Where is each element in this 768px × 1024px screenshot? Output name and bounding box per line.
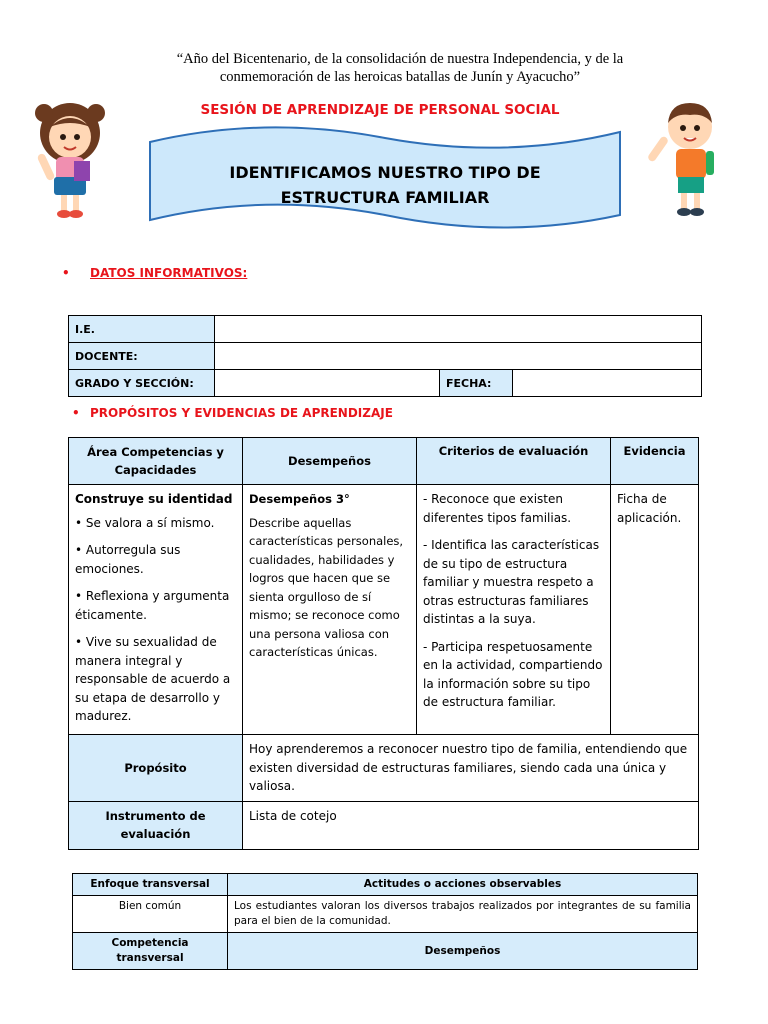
criterio-item: - Identifica las características de su tipo de estructura familiar y muestra respeto a otras estructuras familiares distintas a la suya. (423, 538, 600, 626)
fecha-label: FECHA: (440, 370, 513, 397)
criterio-item: - Reconoce que existen diferentes tipos familias. (423, 492, 572, 525)
actitudes-value: Los estudiantes valoran los diversos trabajos realizados por integrantes de su familia para el bien de la comunidad. (228, 896, 698, 933)
ie-label: I.E. (69, 316, 215, 343)
section-datos-label: DATOS INFORMATIVOS: (90, 266, 248, 280)
ie-value (215, 316, 702, 343)
section-propositos (72, 406, 393, 420)
desempenos-header: Desempeños (228, 933, 698, 970)
header-area: Área Competencias y Capacidades (69, 438, 243, 485)
transversal-table (72, 873, 698, 970)
instrumento-text: Lista de cotejo (243, 801, 699, 849)
boy-illustration (648, 95, 728, 220)
banner-title-line-1: IDENTIFICAMOS NUESTRO TIPO DE (229, 163, 541, 182)
capacidad-item: • Autorregula sus emociones. (75, 543, 181, 576)
competencia-transversal-header: Competencia transversal (73, 933, 228, 970)
motto-line-2: conmemoración de las heroicas batallas de Junín y Ayacucho” (219, 69, 581, 85)
section-propositos-label: PROPÓSITOS Y EVIDENCIAS DE APRENDIZAJE (90, 406, 393, 420)
motto-line-1: “Año del Bicentenario, de la consolidación de nuestra Independencia, y de la (176, 51, 624, 67)
capacidad-item: • Vive su sexualidad de manera integral y responsable de acuerdo a su etapa de desarrollo y madurez. (75, 635, 231, 723)
desempenos-cell (243, 485, 417, 735)
grado-label: GRADO Y SECCIÓN: (69, 370, 215, 397)
desempeno-title: Desempeños 3° (249, 492, 350, 506)
competencias-cell (69, 485, 243, 735)
docente-label: DOCENTE: (69, 343, 215, 370)
fecha-value (513, 370, 702, 397)
bullet-icon: • (72, 406, 80, 420)
motto (130, 50, 670, 86)
enfoque-header: Enfoque transversal (73, 874, 228, 896)
proposito-label: Propósito (69, 735, 243, 802)
session-title: SESIÓN DE APRENDIZAJE DE PERSONAL SOCIAL (200, 102, 560, 118)
criterio-item: - Participa respetuosamente en la actividad, compartiendo la información sobre su tipo de estructura familiar. (423, 639, 603, 709)
header-criterios: Criterios de evaluación (417, 438, 611, 485)
banner-title-line-2: ESTRUCTURA FAMILIAR (280, 188, 490, 207)
section-datos (62, 266, 247, 280)
learning-table (68, 437, 699, 850)
evidencia-cell: Ficha de aplicación. (611, 485, 699, 735)
grado-value (215, 370, 440, 397)
instrumento-label: Instrumento de evaluación (69, 801, 243, 849)
criterios-cell (417, 485, 611, 735)
banner-title (185, 160, 585, 210)
header-desempenos: Desempeños (243, 438, 417, 485)
docente-value (215, 343, 702, 370)
girl-illustration (30, 95, 110, 220)
enfoque-value: Bien común (73, 896, 228, 933)
bullet-icon: • (62, 266, 70, 280)
proposito-text: Hoy aprenderemos a reconocer nuestro tipo de familia, entendiendo que existen diversidad de estructuras familiares, siendo cada una única y valiosa. (243, 735, 699, 802)
desempeno-text: Describe aquellas características personales, cualidades, habilidades y logros que hacen que se sienta orgulloso de sí mismo; se reconoce como una persona valiosa con características únicas. (249, 515, 404, 659)
info-table (68, 315, 702, 397)
capacidad-item: • Reflexiona y argumenta éticamente. (75, 589, 230, 622)
capacidad-item: • Se valora a sí mismo. (75, 515, 215, 530)
actitudes-header: Actitudes o acciones observables (228, 874, 698, 896)
competencia-title: Construye su identidad (75, 492, 233, 506)
header-evidencia: Evidencia (611, 438, 699, 485)
